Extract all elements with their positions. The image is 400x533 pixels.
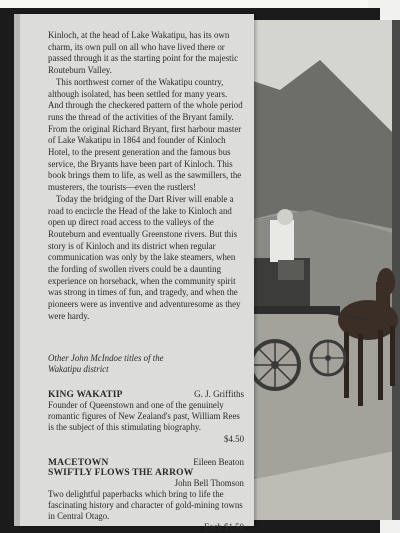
book-entry-macetown	[48, 457, 244, 468]
blurb-paragraph-1: Kinloch, at the head of Lake Wakatipu, has its own charm, its own pull on all who have lived there or passed through it as the starting point for the majestic Routeburn Valley.	[48, 30, 239, 76]
dust-jacket-flap	[14, 14, 254, 533]
book-entry-king-wakatip	[48, 389, 244, 400]
book-title: SWIFTLY FLOWS THE ARROW	[48, 467, 194, 478]
book-author: John Bell Thomson	[174, 477, 244, 488]
blurb-paragraph-3: Today the bridging of the Dart River will enable a road to encircle the Head of the lake to Kinloch and open up direct road access to the valleys of the Routeburn and eventually Greenstone rivers. But this story is of Kinloch and its district when regular communication was only by the lake steamers, when the fording of swollen rivers could be a daunting experience on horseback, when the community spirit was strong in times of fun, and tragedy, and when the pioneers were as inventive and adventuresome as they were hardy.	[48, 193, 241, 321]
book-author: G. J. Griffiths	[194, 389, 244, 399]
book-entry-swiftly-flows-the-arrow	[48, 468, 244, 478]
other-titles-heading-line1: Other John McIndoe titles of the	[48, 353, 164, 363]
book-author: Eileen Beaton	[193, 456, 244, 467]
cover-photograph-horse-carriage	[250, 20, 400, 520]
other-titles-heading	[48, 353, 244, 375]
photo-illustration	[250, 20, 400, 520]
book-price: $4.50	[224, 433, 244, 444]
blurb-paragraph-2: This northwest corner of the Wakatipu country, although isolated, has been settled for many years. And through the checkered pattern of the whole period runs the thread of the activities of the Bryant family. From the original Richard Bryant, first harbour master of Lake Wakatipu in 1864 and founder of Kinloch Hotel, to the present generation and the famous bus service, the Bryants have been part of Kinloch. This book brings them to life, as well as the sawmillers, the musterers, the tourists—even the rustlers!	[48, 76, 243, 193]
book-title: MACETOWN	[48, 457, 109, 468]
book-title: KING WAKATIP	[48, 390, 123, 400]
other-titles-heading-line2: Wakatipu district	[48, 364, 109, 374]
flap-blurb	[48, 30, 244, 323]
paperbacks-price: Each $1.50	[204, 522, 244, 533]
book-description: Founder of Queenstown and one of the genuinely romantic figures of New Zealand's past, William Rees is the subject of this stimulating biography.	[48, 400, 240, 433]
paperbacks-description: Two delightful paperbacks which bring to life the fascinating history and character of gold-mining towns in Central Otago.	[48, 488, 243, 522]
other-titles-section	[48, 353, 244, 533]
